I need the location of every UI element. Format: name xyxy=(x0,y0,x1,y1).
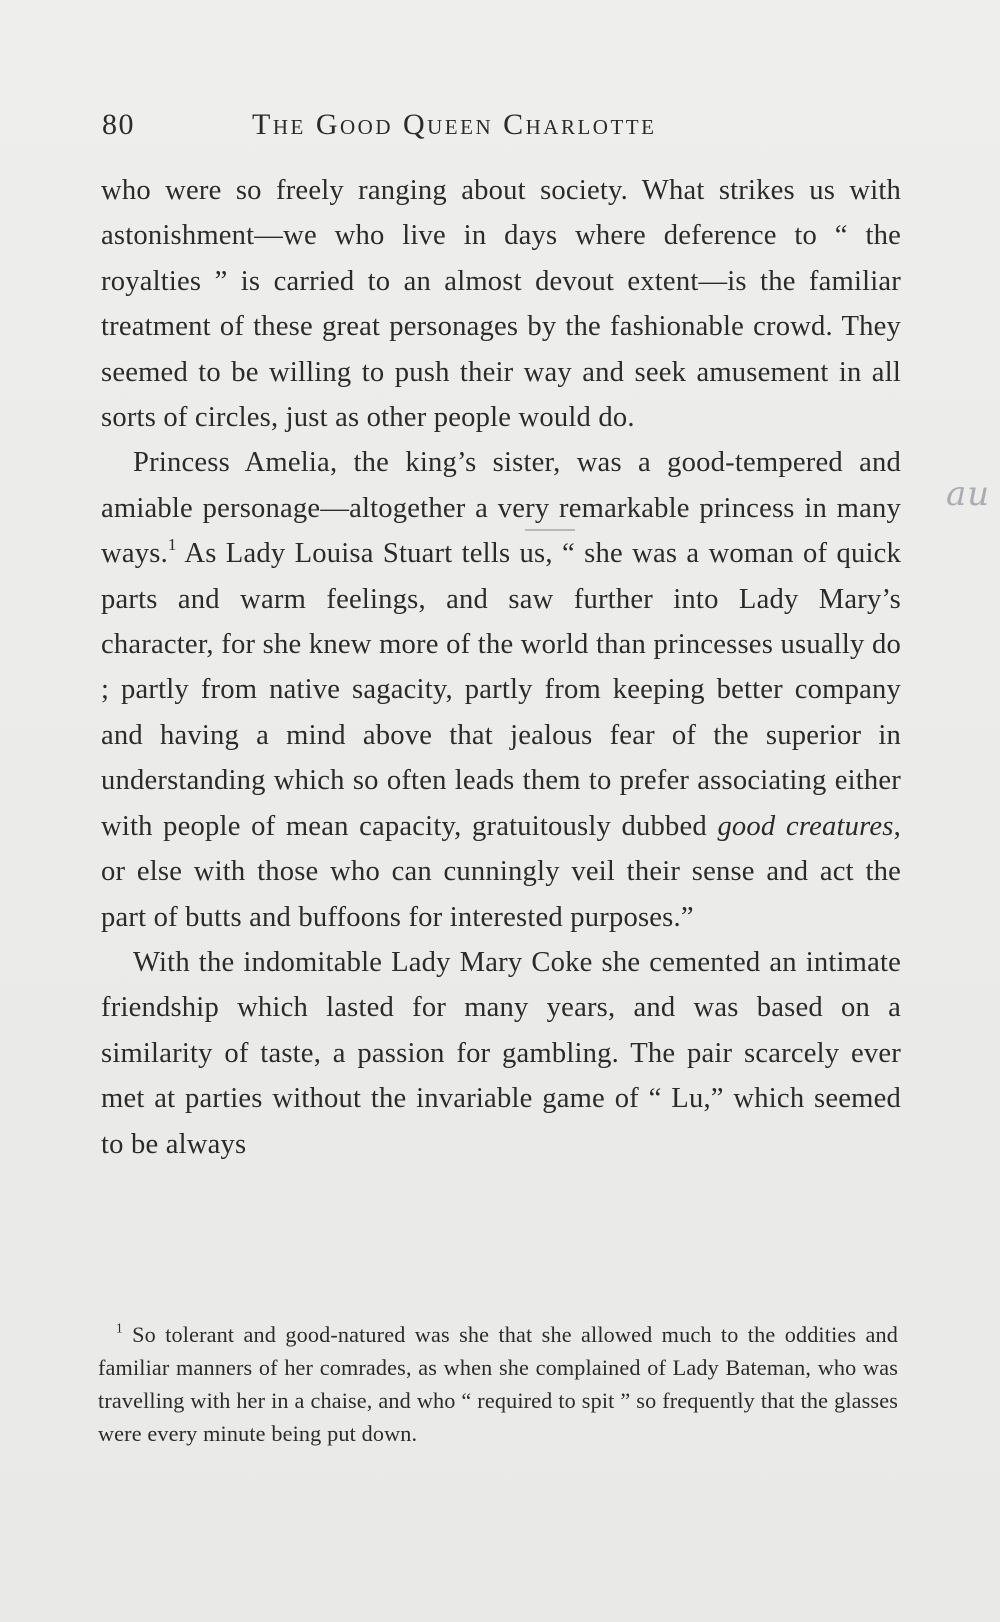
paragraph-2-text-c: , or else with those who can cunningly veil their sense and act the part of butts and buffoons for interested purposes.” xyxy=(101,810,901,933)
footnote-text: So tolerant and good-natured was she that she allowed much to the oddities and familiar manners of her comrades, as when she complained of Lady Bateman, who was travelling with her in a chaise, and who “ required to spit ” so frequently that the glasses were every minute being put down. xyxy=(98,1322,898,1446)
footnote-1 xyxy=(98,1318,898,1450)
footnote-reference: 1 xyxy=(167,535,177,555)
running-title: The Good Queen Charlotte xyxy=(252,108,657,141)
paragraph-2 xyxy=(101,440,901,939)
page-number: 80 xyxy=(102,108,135,141)
footnotes xyxy=(98,1318,898,1450)
body-text xyxy=(101,168,901,1167)
handwritten-margin-note: au xyxy=(946,474,991,514)
footnote-marker: 1 xyxy=(116,1320,123,1336)
paragraph-3: With the indomitable Lady Mary Coke she cemented an intimate friendship which lasted for many years, and was based on a similarity of taste, a passion for gambling. The pair scarcely ever met at parties without the invariable game of “ Lu,” which seemed to be always xyxy=(101,946,901,1160)
running-head xyxy=(102,108,902,152)
paragraph-2-text-b: As Lady Louisa Stuart tells us, “ she was a woman of quick parts and warm feelings, and saw further into Lady Mary’s character, for she knew more of the world than princesses usually do ; partly from native sagacity, partly from keeping better company and having a mind above that jealous fear of the superior in understanding which so often leads them to prefer associating either with people of mean capacity, gratuitously dubbed xyxy=(101,538,901,842)
paragraph-2-text-a: Princess Amelia, the king’s sister, was a good-tempered and amiable personage—altogether a very remarkable princess in many ways. xyxy=(101,447,901,570)
italic-phrase: good creatures xyxy=(717,810,894,842)
pencil-underline xyxy=(525,529,575,531)
paragraph-1: who were so freely ranging about society. What strikes us with astonishment—we who live in days where deference to “ the royalties ” is carried to an almost devout extent—is the familiar treatment of these great personages by the fashionable crowd. They seemed to be willing to push their way and seek amusement in all sorts of circles, just as other people would do. xyxy=(101,175,901,434)
